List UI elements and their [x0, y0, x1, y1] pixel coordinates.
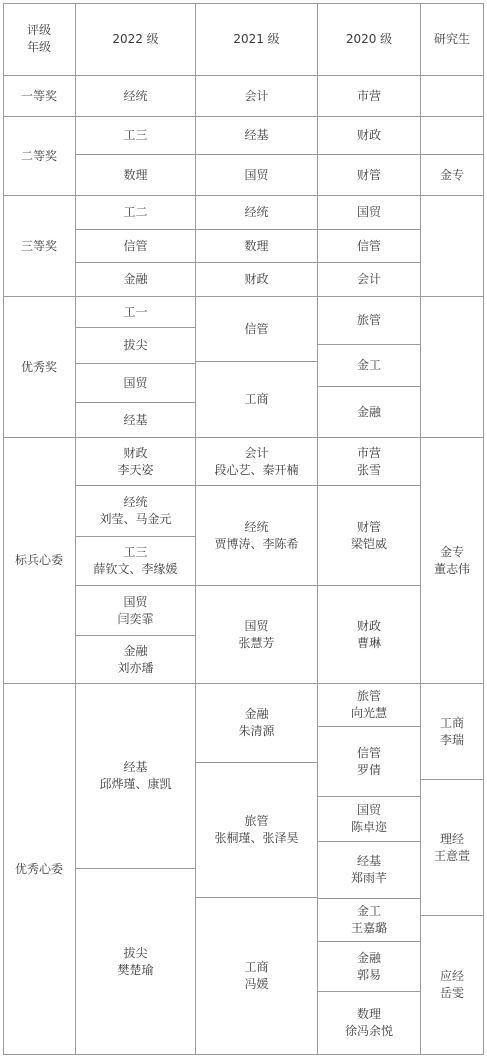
- outstanding-2020-0: [318, 684, 421, 727]
- third-grad: [421, 196, 484, 297]
- outstanding-2021-0-text: 金融 朱清源: [238, 707, 275, 738]
- outstanding-2020-0-text: 旅管 向光慧: [350, 689, 387, 720]
- outstanding-grad-0: [421, 684, 484, 780]
- outstanding-2020-1: [318, 727, 421, 797]
- header-grad-text: 研究生: [433, 31, 470, 46]
- second-grad-empty: [421, 117, 484, 155]
- first-2021: [196, 76, 318, 117]
- award-second: [3, 117, 76, 196]
- award-model: [3, 438, 76, 684]
- excellent-2020-2: [318, 387, 421, 438]
- first-2020-text: 市营: [356, 88, 381, 103]
- outstanding-grad-2: [421, 916, 484, 1055]
- model-2022-0: [76, 438, 196, 486]
- award-first: [3, 76, 76, 117]
- first-2020: [318, 76, 421, 117]
- outstanding-2020-3-text: 经基 郑雨芊: [350, 854, 387, 885]
- outstanding-2020-4-text: 金工 王嘉璐: [350, 904, 387, 935]
- outstanding-2021-1: [196, 763, 318, 898]
- outstanding-grad-2-text: 应经 岳雯: [439, 969, 464, 1000]
- third-2020-1-text: 信管: [356, 238, 381, 253]
- excellent-2021-1-text: 工商: [244, 392, 269, 406]
- third-2021-1: [196, 230, 318, 263]
- model-2022-1: [76, 486, 196, 537]
- model-2020-1: [318, 486, 421, 586]
- excellent-2022-2-text: 国贸: [123, 375, 148, 390]
- second-grad: [421, 155, 484, 196]
- outstanding-grad-1: [421, 780, 484, 916]
- outstanding-2020-6-text: 数理 徐冯余悦: [344, 1007, 393, 1038]
- model-2021-0-text: 会计 段心艺、秦开楠: [214, 445, 299, 477]
- first-2022-text: 经统: [123, 88, 148, 103]
- model-2022-4-text: 金融 刘亦璠: [117, 643, 154, 675]
- excellent-2021-0: [196, 297, 318, 362]
- outstanding-2021-1-text: 旅管 张桐瑾、张泽昊: [214, 814, 299, 845]
- outstanding-2020-4: [318, 899, 421, 942]
- model-2022-1-text: 经统 刘莹、马金元: [99, 495, 172, 526]
- second-2020-0-text: 财政: [356, 128, 381, 142]
- model-2022-4: [76, 636, 196, 684]
- outstanding-2020-5: [318, 942, 421, 992]
- second-2022-1: [76, 155, 196, 196]
- header-corner-text: 评级 年级: [26, 23, 51, 54]
- model-2020-2-text: 财政 曹琳: [356, 618, 381, 650]
- excellent-grad: [421, 297, 484, 438]
- model-2022-2-text: 工三 薛钦文、李缘媛: [93, 545, 178, 576]
- outstanding-2020-2: [318, 797, 421, 842]
- header-2022-text: 2022 级: [112, 31, 159, 46]
- excellent-2020-0-text: 旅管: [356, 313, 381, 327]
- third-2021-2: [196, 263, 318, 297]
- second-2022-0-text: 工三: [123, 128, 148, 142]
- second-2020-0: [318, 117, 421, 155]
- excellent-2022-2: [76, 364, 196, 403]
- second-2021-1-text: 国贸: [244, 167, 269, 182]
- outstanding-2022-0: [76, 684, 196, 869]
- second-2021-1: [196, 155, 318, 196]
- first-grad: [421, 76, 484, 117]
- outstanding-2020-5-text: 金融 郭易: [356, 950, 381, 982]
- excellent-2022-3-text: 经基: [123, 412, 148, 427]
- excellent-2021-1: [196, 362, 318, 438]
- excellent-2022-1-text: 拔尖: [123, 338, 148, 352]
- model-2021-1-text: 经统 贾博涛、李陈希: [214, 519, 299, 551]
- first-2022: [76, 76, 196, 117]
- second-2021-0-text: 经基: [244, 128, 269, 142]
- second-2020-1: [318, 155, 421, 196]
- model-grad: [421, 438, 484, 684]
- first-2021-text: 会计: [244, 88, 269, 103]
- award-outstanding-text: 优秀心委: [14, 861, 63, 876]
- excellent-2022-0: [76, 297, 196, 328]
- award-outstanding: [3, 684, 76, 1055]
- outstanding-2020-3: [318, 842, 421, 899]
- third-2020-2: [318, 263, 421, 297]
- award-excellent-text: 优秀奖: [20, 359, 57, 374]
- award-first-text: 一等奖: [20, 88, 57, 103]
- header-grad: [421, 3, 484, 76]
- header-2020: [318, 3, 421, 76]
- third-2022-1-text: 信管: [123, 238, 148, 253]
- excellent-2022-1: [76, 328, 196, 364]
- third-2022-0: [76, 196, 196, 230]
- outstanding-2022-1-text: 拔尖 樊楚瑜: [117, 945, 154, 977]
- outstanding-2021-2-text: 工商 冯媛: [244, 960, 269, 991]
- header-corner: [3, 3, 76, 76]
- outstanding-2020-2-text: 国贸 陈卓迩: [350, 803, 387, 834]
- excellent-2022-3: [76, 403, 196, 438]
- outstanding-2020-6: [318, 992, 421, 1055]
- award-third: [3, 196, 76, 297]
- excellent-2020-1-text: 金工: [356, 358, 381, 372]
- excellent-2020-2-text: 金融: [356, 404, 381, 419]
- model-2020-0-text: 市营 张雪: [356, 445, 381, 477]
- third-2020-2-text: 会计: [356, 272, 381, 286]
- model-2022-3-text: 国贸 闫奕霏: [117, 594, 154, 626]
- third-2022-1: [76, 230, 196, 263]
- third-2022-0-text: 工二: [123, 205, 148, 219]
- model-grad-text: 金专 董志伟: [433, 544, 470, 576]
- model-2022-3: [76, 586, 196, 636]
- model-2021-0: [196, 438, 318, 486]
- third-2021-0: [196, 196, 318, 230]
- third-2020-0: [318, 196, 421, 230]
- model-2020-0: [318, 438, 421, 486]
- excellent-2020-1: [318, 345, 421, 387]
- outstanding-grad-1-text: 理经 王意萱: [433, 831, 470, 863]
- third-2020-0-text: 国贸: [356, 205, 381, 219]
- model-2021-2-text: 国贸 张慧芳: [238, 618, 275, 650]
- outstanding-2022-1: [76, 869, 196, 1055]
- second-grad-text: 金专: [439, 167, 464, 182]
- third-2021-1-text: 数理: [244, 238, 269, 253]
- outstanding-2021-0: [196, 684, 318, 763]
- header-2022: [76, 3, 196, 76]
- third-2020-1: [318, 230, 421, 263]
- model-2022-2: [76, 537, 196, 586]
- third-2022-2-text: 金融: [123, 272, 148, 286]
- outstanding-grad-0-text: 工商 李瑞: [439, 715, 464, 747]
- second-2020-1-text: 财管: [356, 167, 381, 182]
- header-2021: [196, 3, 318, 76]
- header-2021-text: 2021 级: [233, 31, 280, 46]
- model-2022-0-text: 财政 李天姿: [117, 445, 154, 477]
- award-third-text: 三等奖: [20, 238, 57, 253]
- model-2020-2: [318, 586, 421, 684]
- third-2021-0-text: 经统: [244, 205, 269, 219]
- third-2022-2: [76, 263, 196, 297]
- second-2021-0: [196, 117, 318, 155]
- excellent-2020-0: [318, 297, 421, 345]
- outstanding-2021-2: [196, 898, 318, 1055]
- second-2022-0: [76, 117, 196, 155]
- header-2020-text: 2020 级: [345, 31, 393, 46]
- excellent-2021-0-text: 信管: [244, 321, 269, 336]
- third-2021-2-text: 财政: [244, 272, 269, 286]
- award-excellent: [3, 297, 76, 438]
- outstanding-2022-0-text: 经基 邱烨瑾、康凯: [99, 760, 172, 791]
- award-second-text: 二等奖: [20, 148, 57, 163]
- excellent-2022-0-text: 工一: [123, 304, 148, 319]
- model-2021-2: [196, 586, 318, 684]
- model-2021-1: [196, 486, 318, 586]
- second-2022-1-text: 数理: [123, 167, 148, 182]
- model-2020-1-text: 财管 梁铠威: [350, 519, 387, 551]
- award-model-text: 标兵心委: [14, 553, 63, 567]
- outstanding-2020-1-text: 信管 罗倩: [356, 745, 381, 777]
